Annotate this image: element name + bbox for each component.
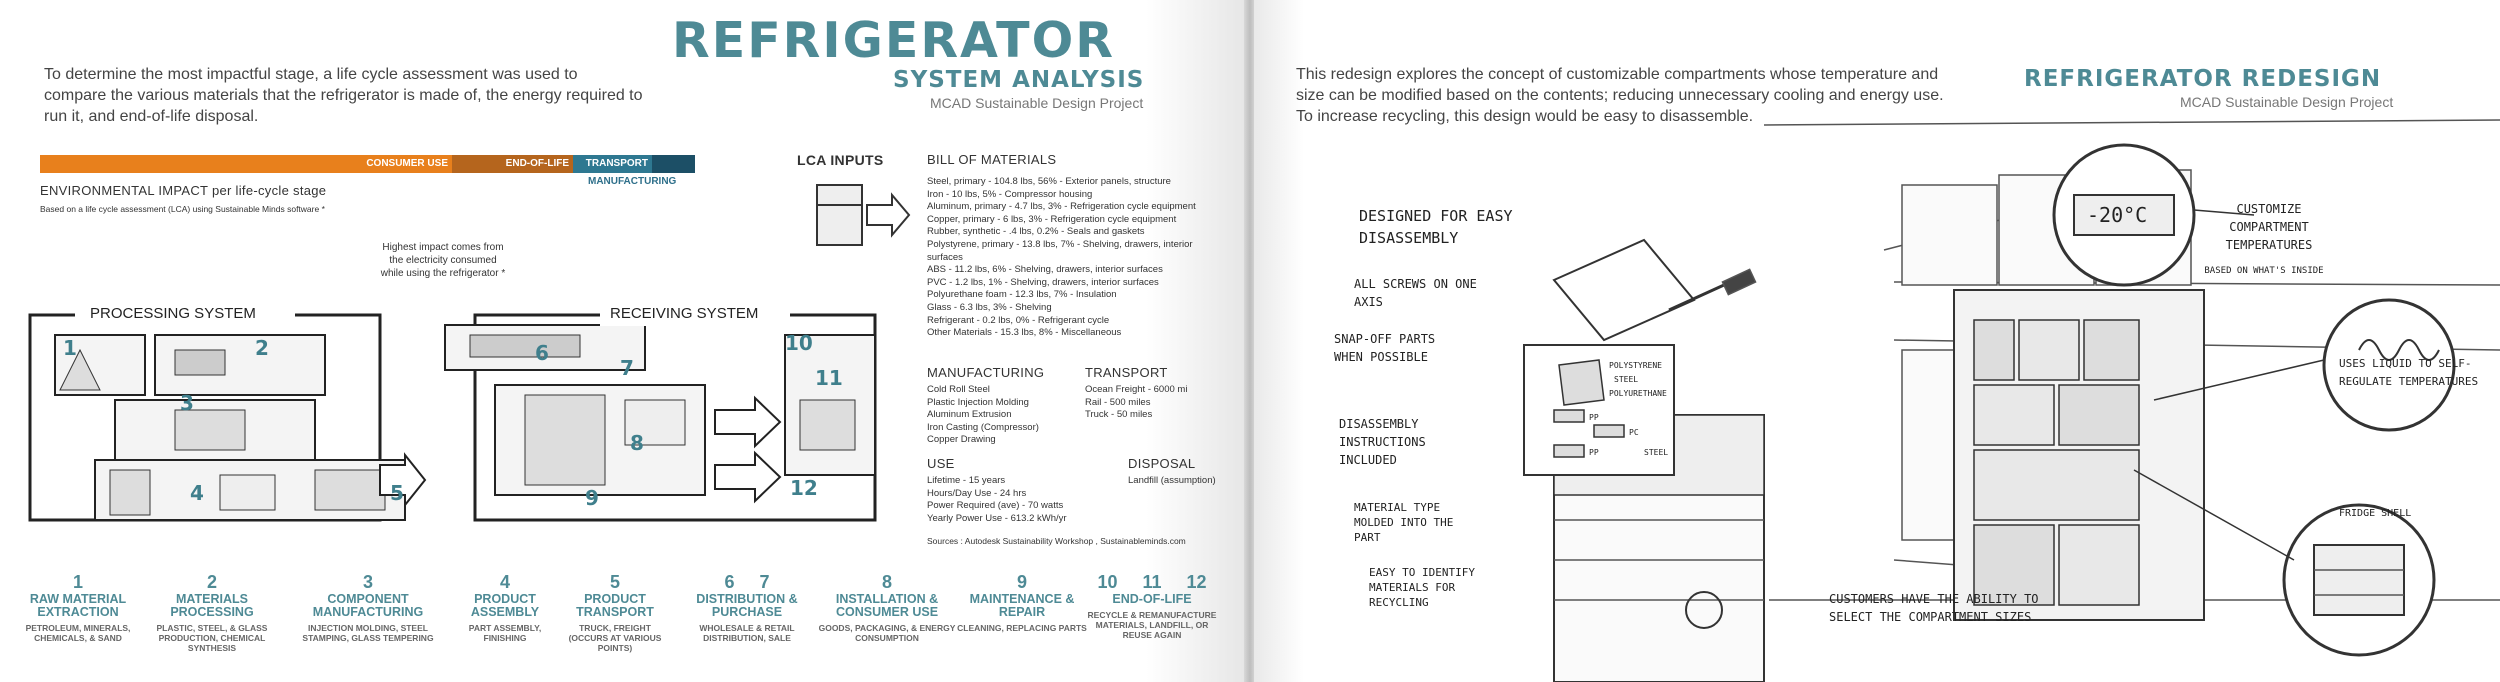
note-instructions: DISASSEMBLY INSTRUCTIONS INCLUDED	[1339, 417, 1426, 467]
bom-heading: BILL OF MATERIALS	[927, 152, 1057, 167]
manufacturing-item: Copper Drawing	[927, 434, 996, 446]
stage-description: PETROLEUM, MINERALS, CHEMICALS, & SAND	[25, 623, 131, 643]
transport-item: Ocean Freight - 6000 mi	[1085, 384, 1188, 395]
note-snap-off: SNAP-OFF PARTS WHEN POSSIBLE	[1334, 332, 1436, 364]
manufacturing-heading: MANUFACTURING	[927, 365, 1045, 380]
page-subtitle: SYSTEM ANALYSIS	[893, 67, 1145, 93]
bom-item: Glass - 6.3 lbs, 3% - Shelving	[927, 301, 1052, 313]
manufacturing-label: MANUFACTURING	[588, 176, 677, 187]
diagram-number-12: 12	[790, 476, 818, 500]
stage-number: 3	[362, 572, 373, 592]
stage-name: COMPONENT MANUFACTURING	[312, 592, 424, 619]
env-impact-title: ENVIRONMENTAL IMPACT per life-cycle stage	[40, 183, 327, 198]
transport-item: Rail - 500 miles	[1085, 396, 1151, 408]
note-easy-identify: EASY TO IDENTIFY MATERIALS FOR RECYCLING	[1369, 566, 1475, 609]
sources-text: Sources : Autodesk Sustainability Workshop , Sustainableminds.com	[927, 536, 1186, 546]
use-item: Yearly Power Use - 613.2 kWh/yr	[927, 512, 1067, 524]
lifecycle-diagram	[25, 290, 885, 540]
bom-item: Iron - 10 lbs, 5% - Compressor housing	[927, 188, 1093, 200]
stage-item	[687, 572, 807, 643]
part-label-steel-2: STEEL	[1644, 448, 1669, 457]
diagram-number-10: 10	[785, 331, 813, 355]
disposal-list	[1128, 475, 1238, 488]
bom-item: ABS - 11.2 lbs, 6% - Shelving, drawers, interior surfaces	[927, 264, 1163, 276]
manufacturing-item: Plastic Injection Molding	[927, 396, 1029, 408]
impact-bar	[40, 155, 695, 173]
stage-description: GOODS, PACKAGING, & ENERGY CONSUMPTION	[818, 623, 956, 643]
stage-number: 9	[1016, 572, 1027, 592]
stage-item	[957, 572, 1087, 633]
stage-name: END-OF-LIFE	[1112, 592, 1192, 606]
note-based-on: BASED ON WHAT'S INSIDE	[2204, 266, 2324, 276]
note-material-type: MATERIAL TYPE MOLDED INTO THE PART	[1354, 501, 1454, 544]
stage-name: DISTRIBUTION & PURCHASE	[696, 592, 798, 619]
part-label-polyurethane: POLYURETHANE	[1609, 389, 1667, 398]
diagram-number-5: 5	[390, 481, 404, 505]
note-designed-for: DESIGNED FOR EASY DISASSEMBLY	[1359, 207, 1513, 247]
stage-name: MATERIALS PROCESSING	[170, 592, 254, 619]
project-label: MCAD Sustainable Design Project	[930, 95, 1144, 111]
stage-number: 8	[881, 572, 892, 592]
manufacturing-list	[927, 384, 1077, 447]
use-heading: USE	[927, 456, 955, 471]
diagram-number-1: 1	[63, 336, 77, 360]
part-label-pp-2: PP	[1589, 448, 1599, 457]
diagram-number-9: 9	[585, 486, 599, 510]
manufacturing-item: Cold Roll Steel	[927, 384, 990, 395]
diagram-number-6: 6	[535, 341, 549, 365]
disposal-heading: DISPOSAL	[1128, 456, 1196, 471]
part-label-polystyrene: POLYSTYRENE	[1609, 361, 1662, 370]
intro-text: To determine the most impactful stage, a life cycle assessment was used to compare the various materials that the refrigerator is made of, the energy required to run it, and end-of-life disposal.	[44, 66, 643, 125]
bom-item: Steel, primary - 104.8 lbs, 56% - Exterior panels, structure	[927, 176, 1171, 187]
impact-segment-1: END-OF-LIFE	[452, 155, 573, 173]
stage-name: PRODUCT ASSEMBLY	[470, 592, 540, 619]
note-fridge-shell: FRIDGE SHELL	[2339, 508, 2412, 519]
stage-item	[458, 572, 553, 643]
manufacturing-item: Iron Casting (Compressor)	[927, 421, 1039, 433]
impact-segment-3	[652, 155, 695, 173]
note-customize: CUSTOMIZE COMPARTMENT TEMPERATURES	[2225, 202, 2313, 252]
redesign-title: REFRIGERATOR REDESIGN	[2024, 66, 2382, 92]
redesign-intro: This redesign explores the concept of customizable compartments whose temperature and size can be modified based on the contents; reducing unnecessary cooling and energy use. To increase recycling, this design would be easy to disassemble.	[1296, 66, 1944, 125]
stage-description: WHOLESALE & RETAIL DISTRIBUTION, SALE	[699, 623, 795, 643]
env-impact-sub: Based on a life cycle assessment (LCA) using Sustainable Minds software *	[40, 204, 325, 214]
stage-item	[1087, 572, 1217, 640]
highest-impact-note: Highest impact comes from the electricity consumed while using the refrigerator *	[380, 242, 506, 279]
part-label-pp-1: PP	[1589, 413, 1599, 422]
disposal-item: Landfill (assumption)	[1128, 475, 1216, 486]
note-customers: CUSTOMERS HAVE THE ABILITY TO SELECT THE COMPARTMENT SIZES	[1829, 592, 2039, 624]
use-item: Hours/Day Use - 24 hrs	[927, 487, 1027, 499]
diagram-number-8: 8	[630, 431, 644, 455]
stage-item	[18, 572, 138, 643]
bom-item: Aluminum, primary - 4.7 lbs, 3% - Refrigeration cycle equipment	[927, 201, 1196, 213]
transport-item: Truck - 50 miles	[1085, 409, 1153, 421]
stage-item	[152, 572, 272, 653]
diagram-number-2: 2	[255, 336, 269, 360]
stage-number: 1	[72, 572, 83, 592]
note-screws: ALL SCREWS ON ONE AXIS	[1354, 277, 1477, 309]
fridge-sketch-icon	[812, 180, 912, 250]
stage-description: PART ASSEMBLY, FINISHING	[468, 623, 542, 643]
use-item: Power Required (ave) - 70 watts	[927, 500, 1064, 512]
page-title: REFRIGERATOR	[672, 12, 1115, 69]
stage-description: CLEANING, REPLACING PARTS	[957, 623, 1087, 633]
note-liquid: USES LIQUID TO SELF-REGULATE TEMPERATURES	[2339, 357, 2479, 388]
manufacturing-item: Aluminum Extrusion	[927, 409, 1012, 421]
bom-list	[927, 176, 1227, 340]
diagram-number-11: 11	[815, 366, 843, 390]
lca-inputs-heading: LCA INPUTS	[797, 152, 884, 168]
part-label-steel: STEEL	[1614, 375, 1639, 384]
stage-item	[293, 572, 443, 643]
stage-name: PRODUCT TRANSPORT	[576, 592, 654, 619]
stage-number: 10 11 12	[1097, 572, 1207, 592]
diagram-number-3: 3	[180, 391, 194, 415]
bom-item: Other Materials - 15.3 lbs, 8% - Miscellaneous	[927, 327, 1122, 339]
stage-number: 2	[206, 572, 217, 592]
temp-display: -20°C	[2087, 203, 2148, 227]
diagram-number-4: 4	[190, 481, 204, 505]
stage-item	[560, 572, 670, 653]
redesign-project-label: MCAD Sustainable Design Project	[2180, 94, 2394, 110]
part-label-pc: PC	[1629, 428, 1639, 437]
bom-item: Copper, primary - 6 lbs, 3% - Refrigeration cycle equipment	[927, 213, 1177, 225]
processing-system-label: PROCESSING SYSTEM	[90, 305, 256, 322]
bom-item: Refrigerant - 0.2 lbs, 0% - Refrigerant cycle	[927, 314, 1110, 326]
transport-list	[1085, 384, 1235, 422]
stage-description: RECYCLE & REMANUFACTURE MATERIALS, LANDFILL, OR REUSE AGAIN	[1087, 610, 1217, 640]
stage-number: 6 7	[724, 572, 770, 592]
stage-description: PLASTIC, STEEL, & GLASS PRODUCTION, CHEMICAL SYNTHESIS	[156, 623, 268, 653]
diagram-number-7: 7	[620, 356, 634, 380]
stage-number: 5	[609, 572, 620, 592]
bom-item: PVC - 1.2 lbs, 1% - Shelving, drawers, interior surfaces	[927, 276, 1159, 288]
stage-description: INJECTION MOLDING, STEEL STAMPING, GLASS TEMPERING	[302, 623, 434, 643]
stage-description: TRUCK, FREIGHT (OCCURS AT VARIOUS POINTS)	[568, 623, 662, 653]
left-page	[0, 0, 1246, 682]
use-item: Lifetime - 15 years	[927, 475, 1006, 486]
right-page	[1254, 0, 2500, 682]
bom-item: Polyurethane foam - 12.3 lbs, 7% - Insulation	[927, 289, 1117, 301]
bom-item: Polystyrene, primary - 13.8 lbs, 7% - Shelving, drawers, interior surfaces	[927, 238, 1193, 263]
stage-name: MAINTENANCE & REPAIR	[969, 592, 1075, 619]
use-list	[927, 475, 1087, 525]
stage-name: INSTALLATION & CONSUMER USE	[835, 592, 939, 619]
impact-segment-0: CONSUMER USE	[40, 155, 452, 173]
transport-heading: TRANSPORT	[1085, 365, 1168, 380]
stage-item	[817, 572, 957, 643]
stage-number: 4	[499, 572, 510, 592]
impact-segment-2: TRANSPORT	[573, 155, 652, 173]
bom-item: Rubber, synthetic - .4 lbs, 0.2% - Seals and gaskets	[927, 226, 1145, 238]
receiving-system-label: RECEIVING SYSTEM	[610, 305, 759, 322]
stage-name: RAW MATERIAL EXTRACTION	[29, 592, 127, 619]
